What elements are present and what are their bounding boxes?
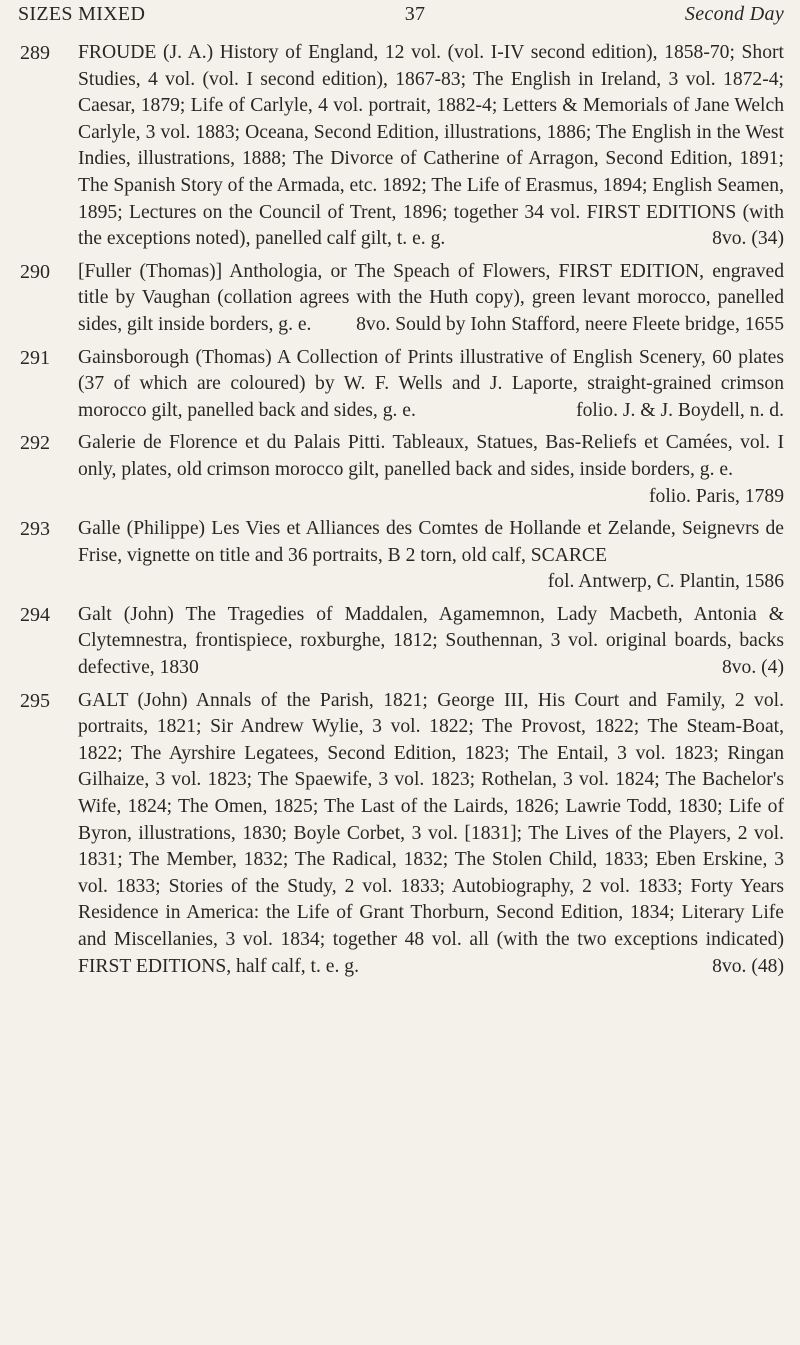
lot-text: Galle (Philippe) Les Vies et Alliances des Comtes de Hollande et Zelande, Seignevrs de Frise, vignette on title and 36 portraits, B 2 torn, old calf, SCARCE	[78, 518, 784, 566]
lot-format: 8vo. (34)	[712, 228, 784, 250]
lot-description	[78, 40, 784, 253]
lot-description	[78, 516, 784, 596]
page-number: 37	[404, 3, 426, 25]
lot-number: 291	[20, 346, 50, 369]
lot-entry	[20, 602, 784, 682]
lot-text: FROUDE (J. A.) History of England, 12 vol. (vol. I-IV second edition), 1858-70; Short Studies, 4 vol. (vol. I second edition), 1867-83; The English in Ireland, 3 vol. 1872-4; Caesar, 1879; Life of Carlyle, 4 vol. portrait, 1882-4; Letters & Memorials of Jane Welch Carlyle, 3 vol. 1883; Oceana, Second Edition, illustrations, 1886; The English in the West Indies, illustrations, 1888; The Divorce of Catherine of Arragon, Second Edition, 1891; The Spanish Story of the Armada, etc. 1892; The Life of Erasmus, 1894; English Seamen, 1895; Lectures on the Council of Trent, 1896; together 34 vol. FIRST EDITIONS (with the exceptions noted), panelled calf gilt, t. e. g.	[78, 42, 784, 250]
lot-format: folio. Paris, 1789	[649, 485, 784, 507]
lot-text: [Fuller (Thomas)] Anthologia, or The Speach of Flowers, FIRST EDITION, engraved title by Vaughan (collation agrees with the Huth copy), green levant morocco, panelled sides, gilt inside borders, g. e.	[78, 260, 784, 335]
lot-description	[78, 688, 784, 981]
lot-description	[78, 345, 784, 425]
lot-number: 293	[20, 518, 50, 541]
lot-format: 8vo. (4)	[721, 657, 784, 679]
lot-entry	[20, 40, 784, 253]
lot-number: 295	[20, 689, 50, 712]
header-sale-day: Second Day	[684, 3, 784, 25]
lot-entry	[20, 430, 784, 510]
lot-text: Galt (John) The Tragedies of Maddalen, Agamemnon, Lady Macbeth, Antonia & Clytemnestra, frontispiece, roxburghe, 1812; Southennan, 3 vol. original boards, backs defective, 1830	[78, 603, 784, 679]
lot-format: 8vo. (48)	[712, 955, 784, 977]
lot-description	[78, 602, 784, 682]
lot-list	[20, 40, 784, 986]
lot-number: 290	[20, 260, 50, 283]
lot-entry	[20, 345, 784, 425]
lot-text: Galerie de Florence et du Palais Pitti. Tableaux, Statues, Bas-Reliefs et Camées, vol. I only, plates, old crimson morocco gilt, panelled back and sides, inside borders, g. e.	[78, 432, 784, 480]
lot-text: GALT (John) Annals of the Parish, 1821; George III, His Court and Family, 2 vol. portraits, 1821; Sir Andrew Wylie, 3 vol. 1822; The Provost, 1822; The Steam-Boat, 1822; The Ayrshire Legatees, Second Edition, 1823; The Entail, 3 vol. 1823; Ringan Gilhaize, 3 vol. 1823; The Spaewife, 3 vol. 1823; Rothelan, 3 vol. 1824; The Bachelor's Wife, 1824; The Omen, 1825; The Last of the Lairds, 1826; Lawrie Todd, 1830; Life of Byron, illustrations, 1830; Boyle Corbet, 3 vol. [1831]; The Lives of the Players, 2 vol. 1831; The Member, 1832; The Radical, 1832; The Stolen Child, 1833; Eben Erskine, 3 vol. 1833; Stories of the Study, 2 vol. 1833; Autobiography, 2 vol. 1833; Forty Years Residence in America: the Life of Grant Thorburn, Second Edition, 1834; Literary Life and Miscellanies, 3 vol. 1834; together 48 vol. all (with the two exceptions indicated) FIRST EDITIONS, half calf, t. e. g.	[78, 689, 784, 977]
lot-text: Gainsborough (Thomas) A Collection of Prints illustrative of English Scenery, 60 plates (37 of which are coloured) by W. F. Wells and J. Laporte, straight-grained crimson morocco gilt, panelled back and sides, g. e.	[78, 346, 784, 421]
lot-description	[78, 430, 784, 510]
lot-format: folio. J. & J. Boydell, n. d.	[576, 399, 784, 421]
lot-format: 8vo. Sould by Iohn Stafford, neere Fleete bridge, 1655	[356, 313, 784, 335]
lot-entry	[20, 688, 784, 981]
header-section-title: SIZES MIXED	[18, 3, 146, 25]
lot-entry	[20, 259, 784, 339]
lot-number: 294	[20, 603, 50, 626]
lot-entry	[20, 516, 784, 596]
lot-description	[78, 259, 784, 339]
lot-number: 292	[20, 432, 50, 455]
lot-number: 289	[20, 42, 50, 64]
page-header	[18, 3, 784, 33]
lot-format: fol. Antwerp, C. Plantin, 1586	[547, 571, 784, 593]
